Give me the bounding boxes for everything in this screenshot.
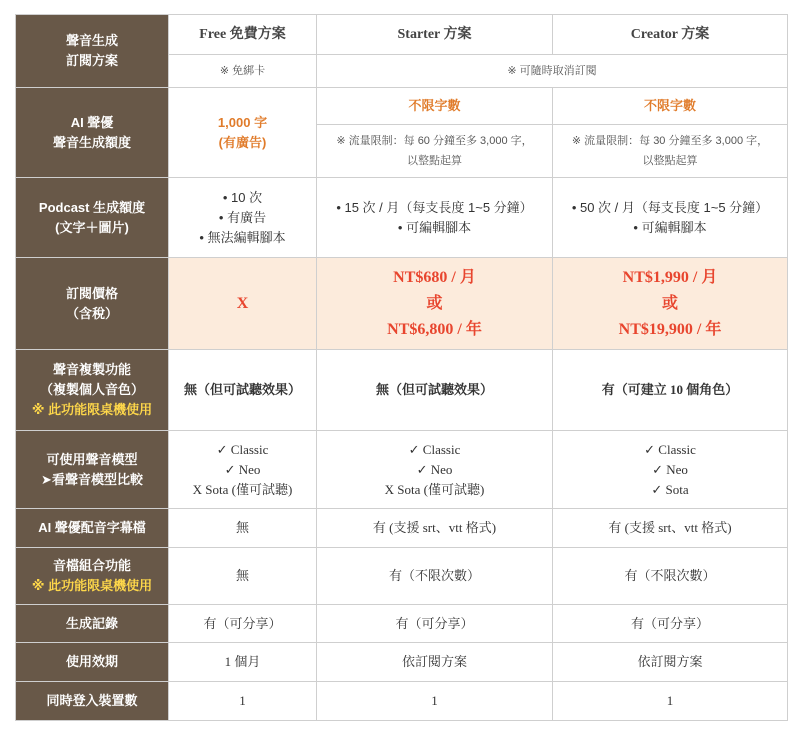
- model-classic: ✓ Classic: [408, 441, 461, 457]
- merge-label-line1: 音檔組合功能: [52, 558, 131, 573]
- model-sota: X Sota (僅可試聽): [384, 481, 485, 497]
- row-label-devices: 同時登入裝置數: [16, 682, 169, 721]
- podcast-starter-item: • 15 次 / 月（每支長度 1~5 分鐘）: [336, 199, 533, 215]
- model-classic: ✓ Classic: [644, 441, 696, 457]
- model-compare-link[interactable]: ➤看聲音模型比較: [41, 471, 143, 487]
- row-label-quota: [16, 88, 169, 178]
- podcast-creator-item: • 可編輯腳本: [633, 219, 707, 235]
- quota-starter-note-line1: ※ 流量限制：每 60 分鐘至多 3,000 字，: [336, 135, 533, 147]
- quota-starter-note-line2: 以整點起算: [407, 155, 462, 167]
- clone-label-line1: 聲音複製功能: [52, 362, 131, 377]
- plan-header-creator: Creator 方案: [553, 15, 788, 55]
- podcast-starter: [317, 178, 553, 258]
- table-row: [16, 178, 788, 258]
- podcast-label-line2: (文字＋圖片): [55, 219, 129, 235]
- price-creator-monthly: NT$1,990 / 月: [622, 268, 718, 286]
- table-row: [16, 258, 788, 350]
- table-row: [16, 548, 788, 605]
- quota-label-line2: 聲音生成額度: [52, 134, 131, 150]
- row-label-validity: 使用效期: [16, 643, 169, 682]
- table-row: [16, 643, 788, 682]
- merge-desktop-note: ※ 此功能限桌機使用: [31, 578, 153, 593]
- paid-note: ※ 可隨時取消訂閱: [317, 55, 788, 88]
- validity-creator: 依訂閱方案: [553, 643, 788, 682]
- quota-free-amount: 1,000 字: [217, 114, 268, 130]
- podcast-free: [169, 178, 317, 258]
- price-creator-or: 或: [661, 294, 678, 312]
- corner-header-line2: 訂閱方案: [65, 53, 118, 68]
- merge-starter: 有（不限次數）: [317, 548, 553, 605]
- quota-creator: 不限字數: [553, 88, 788, 125]
- quota-starter-note: [317, 125, 553, 178]
- table-header-row: [16, 15, 788, 55]
- merge-creator: 有（不限次數）: [553, 548, 788, 605]
- history-starter: 有（可分享）: [317, 605, 553, 643]
- quota-free: [169, 88, 317, 178]
- row-label-models: [16, 431, 169, 509]
- subtitle-creator: 有 (支援 srt、vtt 格式): [553, 509, 788, 548]
- row-label-subtitle: AI 聲優配音字幕檔: [16, 509, 169, 548]
- price-free: X: [169, 258, 317, 350]
- podcast-starter-item: • 可編輯腳本: [397, 219, 472, 235]
- table-row: [16, 350, 788, 431]
- row-label-merge: [16, 548, 169, 605]
- clone-creator: 有（可建立 10 個角色）: [553, 350, 788, 431]
- model-sota: X Sota (僅可試聽): [192, 481, 293, 497]
- history-creator: 有（可分享）: [553, 605, 788, 643]
- price-starter-or: 或: [426, 294, 443, 312]
- devices-starter: 1: [317, 682, 553, 721]
- podcast-label-line1: Podcast 生成額度: [38, 199, 146, 215]
- quota-creator-note: [553, 125, 788, 178]
- podcast-creator: [553, 178, 788, 258]
- price-starter-monthly: NT$680 / 月: [393, 268, 476, 286]
- row-label-clone: [16, 350, 169, 431]
- plan-header-starter: Starter 方案: [317, 15, 553, 55]
- podcast-free-item: • 有廣告: [218, 209, 267, 225]
- model-sota: ✓ Sota: [651, 481, 689, 497]
- clone-starter: 無（但可試聽效果）: [317, 350, 553, 431]
- clone-desktop-note: ※ 此功能限桌機使用: [31, 402, 153, 417]
- table-row: [16, 682, 788, 721]
- price-creator-yearly: NT$19,900 / 年: [618, 320, 722, 338]
- table-row: [16, 431, 788, 509]
- price-starter-yearly: NT$6,800 / 年: [387, 320, 482, 338]
- validity-free: 1 個月: [169, 643, 317, 682]
- plan-header-free: Free 免費方案: [169, 15, 317, 55]
- models-label-line1: 可使用聲音模型: [46, 451, 138, 467]
- quota-creator-note-line1: ※ 流量限制：每 30 分鐘至多 3,000 字，: [571, 135, 769, 147]
- model-neo: ✓ Neo: [652, 461, 688, 477]
- table-row: [16, 88, 788, 125]
- validity-starter: 依訂閱方案: [317, 643, 553, 682]
- price-creator: [553, 258, 788, 350]
- clone-free: 無（但可試聽效果）: [169, 350, 317, 431]
- free-note: ※ 免綁卡: [169, 55, 317, 88]
- price-label-line1: 訂閱價格: [65, 285, 118, 301]
- quota-starter: 不限字數: [317, 88, 553, 125]
- history-free: 有（可分享）: [169, 605, 317, 643]
- quota-free-ad: (有廣告): [218, 134, 267, 150]
- devices-creator: 1: [553, 682, 788, 721]
- price-label-line2: （含稅）: [65, 305, 118, 321]
- price-starter: [317, 258, 553, 350]
- subtitle-free: 無: [169, 509, 317, 548]
- row-label-price: [16, 258, 169, 350]
- row-label-history: 生成記錄: [16, 605, 169, 643]
- podcast-creator-item: • 50 次 / 月（每支長度 1~5 分鐘）: [571, 199, 769, 215]
- podcast-free-item: • 無法編輯腳本: [199, 229, 286, 245]
- models-starter: [317, 431, 553, 509]
- podcast-free-item: • 10 次: [222, 189, 263, 205]
- clone-label-line2: （複製個人音色）: [39, 382, 144, 397]
- quota-label-line1: AI 聲優: [70, 114, 114, 130]
- table-row: [16, 605, 788, 643]
- merge-free: 無: [169, 548, 317, 605]
- models-free: [169, 431, 317, 509]
- table-row: [16, 509, 788, 548]
- model-neo: ✓ Neo: [416, 461, 453, 477]
- row-label-podcast: [16, 178, 169, 258]
- models-creator: [553, 431, 788, 509]
- corner-header-line1: 聲音生成: [65, 33, 118, 48]
- corner-header: [16, 15, 169, 88]
- model-classic: ✓ Classic: [216, 441, 269, 457]
- subtitle-starter: 有 (支援 srt、vtt 格式): [317, 509, 553, 548]
- quota-creator-note-line2: 以整點起算: [642, 155, 698, 167]
- plan-comparison-table: [15, 14, 788, 721]
- model-neo: ✓ Neo: [224, 461, 261, 477]
- devices-free: 1: [169, 682, 317, 721]
